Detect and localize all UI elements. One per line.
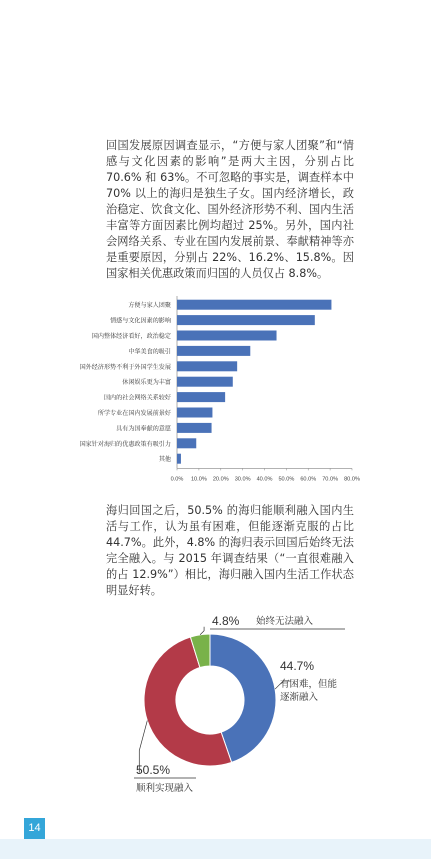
page-number: 14: [24, 818, 45, 839]
x-tick-label: 10.0%: [190, 476, 207, 483]
x-tick-label: 60.0%: [300, 476, 317, 483]
slice-desc-label: 有困难，但能: [280, 679, 338, 690]
bar: [177, 377, 233, 387]
bar-category-label: 国家针对海归的优惠政策有吸引力: [79, 440, 171, 448]
bar-category-label: 方便与家人团聚: [128, 302, 171, 310]
bar-category-label: 国外经济形势不利于外国学生发展: [79, 363, 171, 371]
bar-category-label: 休闲娱乐更为丰富: [122, 379, 171, 387]
bar: [177, 300, 331, 310]
slice-desc-label: 逐渐融入: [280, 692, 319, 703]
bar-category-label: 所学专业在国内发展前景好: [97, 410, 171, 417]
x-tick-label: 20.0%: [212, 476, 229, 483]
bar-category-label: 具有为国奉献的意愿: [116, 425, 171, 433]
x-tick-label: 80.0%: [344, 476, 360, 483]
x-tick-label: 50.0%: [278, 476, 295, 483]
slice-percent-label: 4.8%: [212, 614, 240, 628]
footer-band: [0, 839, 431, 859]
bar: [177, 392, 225, 402]
slice-percent-label: 44.7%: [280, 659, 315, 673]
x-tick-label: 70.0%: [322, 476, 339, 483]
x-tick-label: 40.0%: [256, 476, 273, 483]
bar-category-label: 国内整体经济看好，政治稳定: [91, 333, 171, 340]
bar: [177, 331, 277, 341]
intro-paragraph: 回国发展原因调查显示，“方便与家人团聚”和“情感与文化因素的影响”是两大主因，分别占比 70.6% 和 63%。不可忽略的事实是，调查样本中 70% 以上的海归是独生子女。国内经济增长，政治稳定、饮食文化、国外经济形势不利、国内生活丰富等方面因素比例均超过 25%。另外，国内社会网络关系、专业在国内发展前景、奉献精神等亦是重要原因，分别占 22%、16.2%、15.8%。因国家相关优惠政策而归国的人员仅占 8.8%。: [106, 139, 354, 280]
bar: [177, 408, 212, 418]
slice-percent-label: 50.5%: [136, 763, 171, 777]
bar: [177, 438, 196, 448]
bar-category-label: 情感与文化因素的影响: [110, 317, 171, 325]
bar: [177, 315, 315, 325]
bar: [177, 423, 212, 433]
bar-category-label: 中华美食的吸引: [128, 348, 171, 356]
bar: [177, 361, 237, 371]
integration-paragraph: 海归回国之后，50.5% 的海归能顺利融入国内生活与工作，认为虽有困难，但能逐渐克服的占比 44.7%。此外，4.8% 的海归表示回国后始终无法完全融入。与 2015 年调查结果（“一直很难融入的占 12.9%”）相比，海归融入国内生活工作状态明显好转。: [106, 504, 354, 597]
bar: [177, 454, 181, 464]
slice-desc-label: 顺利实现融入: [136, 783, 194, 794]
bar: [177, 346, 250, 356]
return-reasons-bar-chart: [56, 292, 362, 492]
bar-category-label: 国内的社会网络关系较好: [103, 394, 171, 402]
x-tick-label: 0.0%: [170, 476, 184, 483]
slice-desc-label: 始终无法融入: [256, 616, 314, 627]
bar-category-label: 其他: [158, 456, 171, 464]
integration-donut-chart: [120, 600, 370, 800]
leader-line: [200, 627, 204, 635]
x-tick-label: 30.0%: [234, 476, 251, 483]
